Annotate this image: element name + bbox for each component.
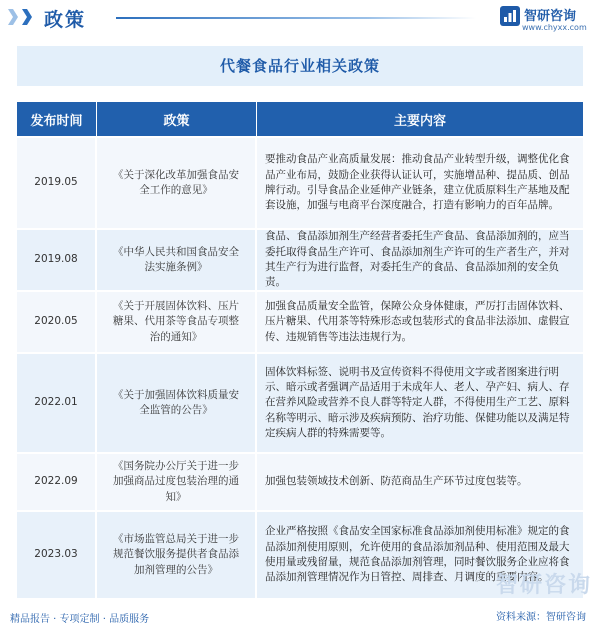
cell-date: 2019.05 (17, 138, 97, 228)
table-row (17, 290, 583, 352)
footer-tagline: 精品报告 · 专项定制 · 品质服务 (10, 614, 150, 625)
table-row (17, 136, 583, 228)
footer-source: 资料来源：智研咨询 (496, 612, 586, 623)
document-title: 代餐食品行业相关政策 (17, 46, 583, 86)
brand-logo (500, 4, 590, 34)
table-row (17, 452, 583, 510)
column-header-policy: 政策 (97, 102, 257, 136)
table-row (17, 352, 583, 452)
brand-name: 智研咨询 (524, 9, 577, 24)
cell-content: 要推动食品产业高质量发展：推动食品产业转型升级，调整优化食品产业布局，鼓励企业获得认证认可，实施增品种、提品质、创品牌行动。引导食品企业延伸产业链条，建立优质原料生产基地及配套设施，加强与电商平台深度融合，打造有影响力的百年品牌。 (265, 153, 570, 212)
cell-date: 2019.08 (17, 230, 97, 290)
cell-policy: 《中华人民共和国食品安全法实施条例》 (97, 230, 257, 290)
cell-date: 2022.01 (17, 354, 97, 452)
cell-date: 2020.05 (17, 292, 97, 352)
header-divider (116, 17, 476, 19)
column-header-date: 发布时间 (17, 102, 97, 136)
cell-content: 加强食品质量安全监管，保障公众身体健康，严厉打击固体饮料、压片糖果、代用茶等特殊形态或包装形式的食品非法添加、虚假宣传、违规销售等违法违规行为。 (265, 300, 570, 343)
table-row (17, 228, 583, 290)
cell-content: 加强包装领域技术创新、防范商品生产环节过度包装等。 (265, 475, 528, 488)
table-body (17, 136, 583, 598)
chart-logo-icon (500, 6, 520, 26)
chevron-right-icon (22, 9, 32, 25)
footer (0, 604, 600, 629)
brand-site: www.chyxx.com (522, 23, 587, 32)
cell-policy: 《关于深化改革加强食品安全工作的意见》 (97, 138, 257, 228)
policy-table (17, 102, 583, 598)
section-header (0, 0, 600, 36)
cell-content: 食品、食品添加剂生产经营者委托生产食品、食品添加剂的，应当委托取得食品生产许可、食品添加剂生产许可的生产者生产，并对其生产行为进行监督，对委托生产的食品、食品添加剂的安全负责。 (265, 230, 570, 289)
watermark: 智研咨询 (495, 573, 592, 598)
cell-policy: 《关于开展固体饮料、压片糖果、代用茶等食品专项整治的通知》 (97, 292, 257, 352)
cell-content: 固体饮料标签、说明书及宣传资料不得使用文字或者图案进行明示、暗示或者强调产品适用于未成年人、老人、孕产妇、病人、存在营养风险或营养不良人群等特定人群，不得使用生产工艺、原料名称等明示、暗示涉及疾病预防、治疗功能、保健功能以及满足特定疾病人群的特殊需要等。 (265, 365, 570, 439)
column-header-content: 主要内容 (393, 113, 446, 129)
table-header (17, 102, 583, 136)
cell-date: 2023.03 (17, 512, 97, 598)
chevron-right-icon (8, 9, 18, 25)
cell-date: 2022.09 (17, 454, 97, 510)
cell-policy: 《市场监管总局关于进一步规范餐饮服务提供者食品添加剂管理的公告》 (97, 512, 257, 598)
cell-content: 企业严格按照《食品安全国家标准食品添加剂使用标准》规定的食品添加剂使用原则，允许使用的食品添加剂品种、使用范围及最大使用量或残留量，规范食品添加剂管理，同时餐饮服务企业应将食品添加剂管理情况作为日管控、周排查、月调度的重要内容。 (265, 525, 570, 584)
cell-policy: 《关于加强固体饮料质量安全监管的公告》 (97, 354, 257, 452)
cell-policy: 《国务院办公厅关于进一步加强商品过度包装治理的通知》 (97, 454, 257, 510)
section-title: 政策 (44, 9, 87, 31)
